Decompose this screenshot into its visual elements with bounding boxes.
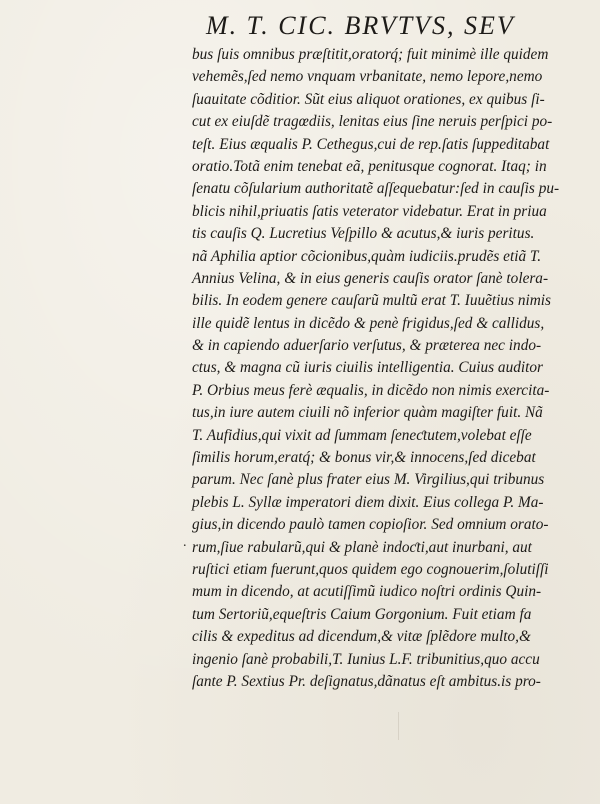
text-line: ſuauitate cõditior. Sũt eius aliquot orationes, ex quibus ſi- [192, 90, 545, 108]
text-line: vehemẽs,ſed nemo vnquam vrbanitate, nemo lepore,nemo [192, 68, 543, 86]
text-line: ruſtici etiam fuerunt,quos quidem ego cognouerim,ſolutiſſi [192, 560, 549, 578]
text-line: ille quidẽ lentus in dicẽdo & penè frigidus,ſed & callidus, [192, 314, 545, 332]
margin-mark: . [183, 535, 187, 550]
text-line: parum. Nec ſanè plus frater eius M. Virgilius,qui tribunus [192, 471, 545, 489]
text-line: oratio.Totã enim tenebat eã, penitusque cognorat. Itaq; in [192, 157, 547, 175]
text-line: tis cauſis Q. Lucretius Veſpillo & acutus,& iuris peritus. [192, 225, 535, 243]
text-line: nã Aphilia aptior cõcionibus,quàm iudiciis.prudẽs etiã T. [192, 247, 542, 265]
text-line: ſenatu cõſularium authoritatẽ aſſequebatur:ſed in cauſis pu- [192, 180, 560, 198]
text-line: bus ſuis omnibus præſtitit,oratorq́; fuit minimè ille quidem [192, 46, 549, 63]
text-line: gius,in dicendo paulò tamen copioſior. Sed omnium orato- [192, 516, 549, 534]
text-line: bilis. In eodem genere cauſarũ multũ erat T. Iuuẽtius nimis [192, 292, 552, 310]
text-line: ſante P. Sextius Pr. deſignatus,dãnatus eſt ambitus.is pro- [192, 672, 541, 690]
paper-show-through [398, 712, 421, 740]
text-line: ctus, & magna cũ iuris ciuilis intelligentia. Cuius auditor [192, 359, 543, 377]
text-line: tum Sertoriũ,equeſtris Caium Gorgonium. Fuit etiam fa [192, 605, 532, 623]
text-line: cut ex eiuſdẽ tragœdiis, lenitas eius ſine neruis perſpici po- [192, 113, 553, 131]
text-line: teſt. Eius æqualis P. Cethegus,cui de rep.ſatis ſuppeditabat [192, 135, 550, 153]
text-line: Annius Velina, & in eius generis cauſis orator ſanè tolera- [192, 269, 549, 287]
text-line: rum,ſiue rabularũ,qui & planè indoƈti,aut inurbani, aut [192, 538, 532, 556]
text-line: cilis & expeditus ad dicendum,& vitæ ſplẽdore multo,& [192, 628, 531, 646]
running-title: M. T. CIC. BRVTVS, SEV [206, 11, 515, 40]
text-line: T. Aufidius,qui vixit ad ſummam ſeneƈtutem,volebat eſſe [192, 426, 532, 444]
text-line: plebis L. Syllæ imperatori diem dixit. Eius collega P. Ma- [192, 493, 544, 511]
body-text [192, 44, 572, 693]
text-line: mum in dicendo, at acutiſſimũ iudico noſtri ordinis Quin- [192, 583, 542, 601]
text-line: tus,in iure autem ciuili nõ inferior quàm magiſter fuit. Nã [192, 404, 543, 422]
text-line: ſimilis horum,eratq́; & bonus vir,& innocens,ſed dicebat [192, 449, 536, 467]
text-line: & in capiendo aduerſario verſutus, & præterea nec indo- [192, 337, 542, 355]
text-line: P. Orbius meus ferè æqualis, in dicẽdo non nimis exercita- [192, 381, 550, 399]
text-line: ingenio ſanè probabili,T. Iunius L.F. tribunitius,quo accu [192, 650, 540, 668]
text-line: blicis nihil,priuatis ſatis veterator videbatur. Erat in priua [192, 202, 547, 220]
